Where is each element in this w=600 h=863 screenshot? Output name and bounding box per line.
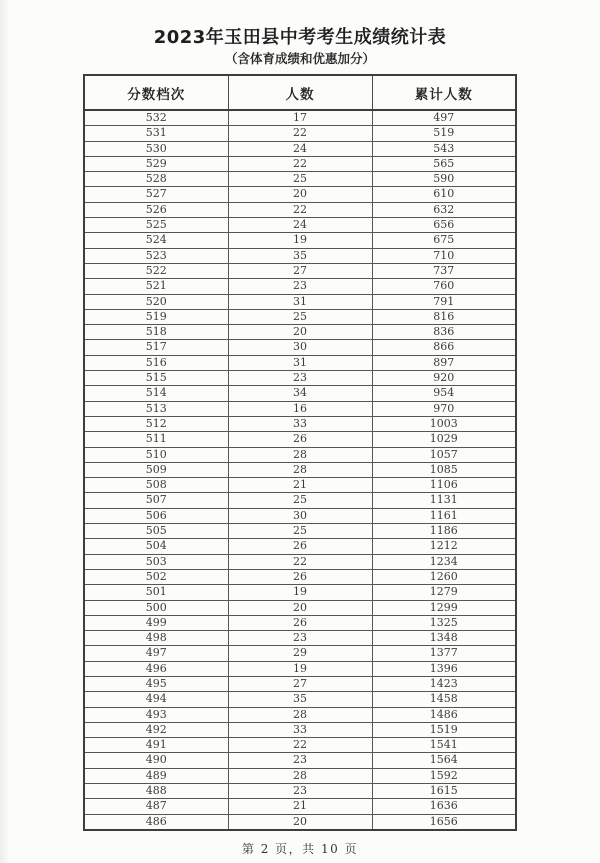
table-row — [84, 784, 516, 799]
count-cell: 27 — [228, 263, 372, 278]
table-row — [84, 187, 516, 202]
cumulative-count-cell: 1486 — [372, 707, 516, 722]
cumulative-count-cell: 897 — [372, 355, 516, 370]
score-level-cell: 490 — [84, 753, 228, 768]
count-cell: 22 — [228, 156, 372, 171]
table-header — [84, 75, 516, 110]
score-level-cell: 506 — [84, 508, 228, 523]
cumulative-count-cell: 1057 — [372, 447, 516, 462]
table-row — [84, 325, 516, 340]
score-level-cell: 515 — [84, 371, 228, 386]
table-row — [84, 248, 516, 263]
table-row — [84, 263, 516, 278]
page-subtitle: （含体育成绩和优惠加分） — [224, 51, 375, 66]
score-level-cell: 486 — [84, 814, 228, 830]
score-level-cell: 530 — [84, 141, 228, 156]
cumulative-count-cell: 1325 — [372, 615, 516, 630]
score-level-cell: 498 — [84, 631, 228, 646]
table-row — [84, 156, 516, 171]
cumulative-count-cell: 610 — [372, 187, 516, 202]
cumulative-count-cell: 565 — [372, 156, 516, 171]
count-cell: 20 — [228, 600, 372, 615]
score-level-cell: 517 — [84, 340, 228, 355]
cumulative-count-cell: 1541 — [372, 738, 516, 753]
score-level-cell: 511 — [84, 432, 228, 447]
count-cell: 23 — [228, 371, 372, 386]
table-row — [84, 753, 516, 768]
count-cell: 22 — [228, 738, 372, 753]
score-level-cell: 502 — [84, 569, 228, 584]
table-row — [84, 202, 516, 217]
cumulative-count-cell: 816 — [372, 309, 516, 324]
count-cell: 24 — [228, 141, 372, 156]
count-cell: 23 — [228, 753, 372, 768]
score-level-cell: 512 — [84, 416, 228, 431]
count-cell: 22 — [228, 126, 372, 141]
count-cell: 21 — [228, 478, 372, 493]
table-row — [84, 707, 516, 722]
cumulative-count-cell: 1396 — [372, 661, 516, 676]
count-cell: 20 — [228, 325, 372, 340]
count-cell: 20 — [228, 187, 372, 202]
score-level-cell: 519 — [84, 309, 228, 324]
cumulative-count-cell: 710 — [372, 248, 516, 263]
score-level-cell: 513 — [84, 401, 228, 416]
table-row — [84, 799, 516, 814]
score-level-cell: 491 — [84, 738, 228, 753]
count-cell: 35 — [228, 692, 372, 707]
cumulative-count-cell: 1029 — [372, 432, 516, 447]
table-row — [84, 692, 516, 707]
score-level-cell: 524 — [84, 233, 228, 248]
table-row — [84, 172, 516, 187]
score-level-cell: 507 — [84, 493, 228, 508]
cumulative-count-cell: 1186 — [372, 524, 516, 539]
score-level-cell: 488 — [84, 784, 228, 799]
score-level-cell: 516 — [84, 355, 228, 370]
cumulative-count-cell: 970 — [372, 401, 516, 416]
table-row — [84, 126, 516, 141]
header-row — [84, 75, 516, 110]
score-level-cell: 521 — [84, 279, 228, 294]
cumulative-count-cell: 675 — [372, 233, 516, 248]
table-row — [84, 401, 516, 416]
table-row — [84, 738, 516, 753]
score-level-cell: 510 — [84, 447, 228, 462]
table-row — [84, 554, 516, 569]
table-row — [84, 432, 516, 447]
count-cell: 28 — [228, 447, 372, 462]
table-row — [84, 478, 516, 493]
count-cell: 19 — [228, 661, 372, 676]
cumulative-count-cell: 920 — [372, 371, 516, 386]
table-row — [84, 386, 516, 401]
count-cell: 22 — [228, 554, 372, 569]
cumulative-count-cell: 543 — [372, 141, 516, 156]
score-level-cell: 514 — [84, 386, 228, 401]
cumulative-count-cell: 954 — [372, 386, 516, 401]
score-level-cell: 496 — [84, 661, 228, 676]
table-row — [84, 141, 516, 156]
count-cell: 25 — [228, 309, 372, 324]
cumulative-count-cell: 1161 — [372, 508, 516, 523]
count-cell: 19 — [228, 585, 372, 600]
column-header-score-level: 分数档次 — [84, 75, 228, 110]
count-cell: 23 — [228, 631, 372, 646]
count-cell: 17 — [228, 110, 372, 126]
cumulative-count-cell: 1564 — [372, 753, 516, 768]
cumulative-count-cell: 1106 — [372, 478, 516, 493]
cumulative-count-cell: 1519 — [372, 722, 516, 737]
table-row — [84, 294, 516, 309]
table-row — [84, 814, 516, 830]
table-row — [84, 110, 516, 126]
count-cell: 28 — [228, 462, 372, 477]
cumulative-count-cell: 656 — [372, 218, 516, 233]
cumulative-count-cell: 1085 — [372, 462, 516, 477]
cumulative-count-cell: 590 — [372, 172, 516, 187]
page-title: 2023年玉田县中考考生成绩统计表 — [153, 27, 447, 48]
table-row — [84, 371, 516, 386]
table-row — [84, 646, 516, 661]
count-cell: 34 — [228, 386, 372, 401]
table-row — [84, 722, 516, 737]
score-level-cell: 489 — [84, 768, 228, 783]
cumulative-count-cell: 1636 — [372, 799, 516, 814]
count-cell: 25 — [228, 493, 372, 508]
score-level-cell: 495 — [84, 676, 228, 691]
score-level-cell: 529 — [84, 156, 228, 171]
count-cell: 16 — [228, 401, 372, 416]
cumulative-count-cell: 1260 — [372, 569, 516, 584]
table-row — [84, 447, 516, 462]
score-level-cell: 487 — [84, 799, 228, 814]
table-row — [84, 600, 516, 615]
score-table — [83, 74, 517, 831]
cumulative-count-cell: 519 — [372, 126, 516, 141]
score-level-cell: 503 — [84, 554, 228, 569]
table-row — [84, 569, 516, 584]
column-header-cumulative-count: 累计人数 — [372, 75, 516, 110]
table-row — [84, 585, 516, 600]
cumulative-count-cell: 1656 — [372, 814, 516, 830]
cumulative-count-cell: 791 — [372, 294, 516, 309]
cumulative-count-cell: 1131 — [372, 493, 516, 508]
cumulative-count-cell: 1615 — [372, 784, 516, 799]
count-cell: 19 — [228, 233, 372, 248]
score-level-cell: 508 — [84, 478, 228, 493]
table-row — [84, 309, 516, 324]
count-cell: 30 — [228, 508, 372, 523]
cumulative-count-cell: 737 — [372, 263, 516, 278]
score-level-cell: 520 — [84, 294, 228, 309]
table-row — [84, 524, 516, 539]
score-level-cell: 499 — [84, 615, 228, 630]
count-cell: 35 — [228, 248, 372, 263]
count-cell: 25 — [228, 524, 372, 539]
count-cell: 26 — [228, 432, 372, 447]
table-row — [84, 279, 516, 294]
score-level-cell: 525 — [84, 218, 228, 233]
cumulative-count-cell: 1234 — [372, 554, 516, 569]
count-cell: 21 — [228, 799, 372, 814]
cumulative-count-cell: 836 — [372, 325, 516, 340]
count-cell: 26 — [228, 569, 372, 584]
score-level-cell: 494 — [84, 692, 228, 707]
score-level-cell: 505 — [84, 524, 228, 539]
count-cell: 25 — [228, 172, 372, 187]
table-row — [84, 508, 516, 523]
cumulative-count-cell: 760 — [372, 279, 516, 294]
cumulative-count-cell: 1299 — [372, 600, 516, 615]
cumulative-count-cell: 1279 — [372, 585, 516, 600]
column-header-count: 人数 — [228, 75, 372, 110]
table-row — [84, 218, 516, 233]
table-row — [84, 615, 516, 630]
cumulative-count-cell: 866 — [372, 340, 516, 355]
count-cell: 33 — [228, 416, 372, 431]
page-number: 第 2 页，共 10 页 — [241, 841, 359, 856]
count-cell: 29 — [228, 646, 372, 661]
table-row — [84, 661, 516, 676]
count-cell: 26 — [228, 615, 372, 630]
count-cell: 22 — [228, 202, 372, 217]
count-cell: 26 — [228, 539, 372, 554]
cumulative-count-cell: 1377 — [372, 646, 516, 661]
score-level-cell: 523 — [84, 248, 228, 263]
count-cell: 28 — [228, 707, 372, 722]
score-level-cell: 531 — [84, 126, 228, 141]
count-cell: 27 — [228, 676, 372, 691]
table-row — [84, 676, 516, 691]
score-level-cell: 509 — [84, 462, 228, 477]
table-row — [84, 539, 516, 554]
score-level-cell: 528 — [84, 172, 228, 187]
table-row — [84, 233, 516, 248]
count-cell: 20 — [228, 814, 372, 830]
count-cell: 23 — [228, 784, 372, 799]
cumulative-count-cell: 1003 — [372, 416, 516, 431]
score-level-cell: 501 — [84, 585, 228, 600]
cumulative-count-cell: 1458 — [372, 692, 516, 707]
cumulative-count-cell: 1348 — [372, 631, 516, 646]
count-cell: 31 — [228, 355, 372, 370]
cumulative-count-cell: 1212 — [372, 539, 516, 554]
score-level-cell: 492 — [84, 722, 228, 737]
score-level-cell: 522 — [84, 263, 228, 278]
table-row — [84, 631, 516, 646]
score-level-cell: 526 — [84, 202, 228, 217]
table-row — [84, 340, 516, 355]
score-level-cell: 532 — [84, 110, 228, 126]
score-level-cell: 500 — [84, 600, 228, 615]
score-level-cell: 527 — [84, 187, 228, 202]
table-row — [84, 768, 516, 783]
count-cell: 30 — [228, 340, 372, 355]
count-cell: 23 — [228, 279, 372, 294]
table-row — [84, 462, 516, 477]
cumulative-count-cell: 1423 — [372, 676, 516, 691]
table-body — [84, 110, 516, 830]
score-level-cell: 518 — [84, 325, 228, 340]
count-cell: 28 — [228, 768, 372, 783]
count-cell: 33 — [228, 722, 372, 737]
table-row — [84, 416, 516, 431]
table-row — [84, 355, 516, 370]
cumulative-count-cell: 1592 — [372, 768, 516, 783]
score-level-cell: 497 — [84, 646, 228, 661]
score-level-cell: 493 — [84, 707, 228, 722]
count-cell: 24 — [228, 218, 372, 233]
cumulative-count-cell: 497 — [372, 110, 516, 126]
table-row — [84, 493, 516, 508]
cumulative-count-cell: 632 — [372, 202, 516, 217]
count-cell: 31 — [228, 294, 372, 309]
score-level-cell: 504 — [84, 539, 228, 554]
